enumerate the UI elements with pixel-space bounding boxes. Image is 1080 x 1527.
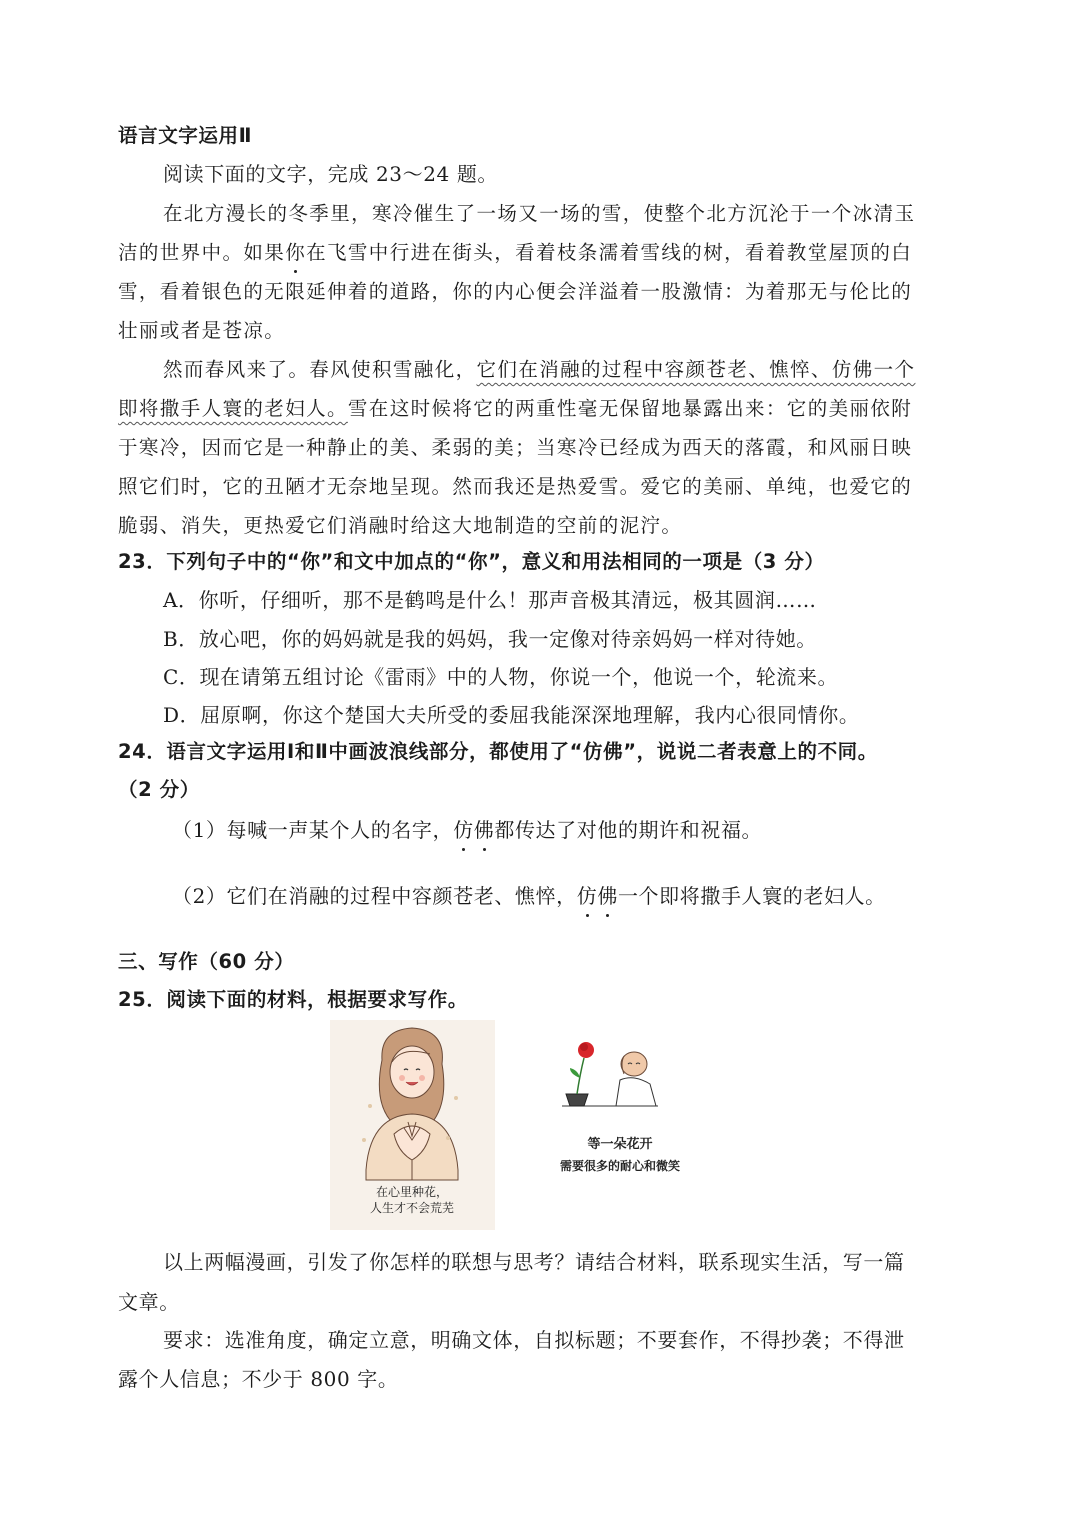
option-d: D．屈原啊，你这个楚国大夫所受的委屈我能深深地理解，我内心很同情你。 — [163, 703, 860, 727]
sentence-2 — [172, 882, 1017, 910]
sentence-1 — [172, 816, 1017, 844]
text-span: （2）它们在消融的过程中容颜苍老、憔悴， — [172, 884, 577, 908]
instruction: 阅读下面的文字，完成 23～24 题。 — [163, 162, 499, 186]
passage-line: 照它们时，它的丑陋才无奈地呈现。然而我还是热爱雪。爱它的美丽、单纯，也爱它的 — [118, 475, 913, 498]
writing-requirements-line: 露个人信息；不少于 800 字。 — [118, 1367, 399, 1391]
dotted-char: 仿 — [453, 818, 474, 842]
passage-line — [118, 239, 963, 267]
comic2-caption-1: 等一朵花开 — [587, 1137, 653, 1152]
dotted-char: 佛 — [473, 818, 495, 842]
question-23-stem: 23．下列句子中的“你”和文中加点的“你”，意义和用法相同的一项是（3 分） — [118, 550, 825, 573]
dotted-char-ni: 你 — [285, 241, 307, 264]
wavy-underline-text: 即将撒手人寰的老妇人。 — [118, 397, 348, 420]
passage-line — [118, 395, 963, 423]
text-span: 都传达了对他的期许和祝福。 — [494, 818, 763, 842]
writing-prompt-line: 文章。 — [118, 1290, 180, 1314]
comic1-caption-2: 人生才不会荒芜 — [369, 1201, 455, 1215]
comic-waiting-for-flower — [540, 1030, 700, 1180]
question-24-stem: 24．语言文字运用Ⅰ和Ⅱ中画波浪线部分，都使用了“仿佛”，说说二者表意上的不同。 — [118, 740, 878, 763]
text-span: 然而春风来了。春风使积雪融化， — [163, 358, 477, 381]
option-a: A．你听，仔细听，那不是鹤鸣是什么！那声音极其清远，极其圆润…… — [163, 588, 817, 612]
text-span: 在飞雪中行进在街头，看着枝条濡着雪线的树，看着教堂屋顶的白 — [306, 241, 913, 264]
passage-line — [163, 356, 1008, 384]
question-24-score: （2 分） — [118, 778, 200, 801]
dotted-char: 佛 — [597, 884, 618, 908]
option-b: B．放心吧，你的妈妈就是我的妈妈，我一定像对待亲妈妈一样对待她。 — [163, 627, 817, 651]
dotted-char: 仿 — [576, 884, 598, 908]
question-25-stem: 25．阅读下面的材料，根据要求写作。 — [118, 988, 468, 1011]
text-span: （1）每喊一声某个人的名字， — [172, 818, 454, 842]
passage-line: 脆弱、消失，更热爱它们消融时给这大地制造的空前的泥泞。 — [118, 514, 683, 537]
text-span: 一个即将撒手人寰的老妇人。 — [617, 884, 886, 908]
option-c: C．现在请第五组讨论《雷雨》中的人物，你说一个，他说一个，轮流来。 — [163, 665, 839, 689]
text-span: 洁的世界中。如果 — [118, 241, 286, 264]
comic2-caption-2: 需要很多的耐心和微笑 — [559, 1159, 681, 1173]
section-heading: 语言文字运用Ⅱ — [118, 124, 253, 147]
passage-line: 在北方漫长的冬季里，寒冷催生了一场又一场的雪，使整个北方沉沦于一个冰清玉 — [163, 202, 916, 225]
comic-girl-planting-flower — [330, 1020, 495, 1230]
text-span: 雪在这时候将它的两重性毫无保留地暴露出来：它的美丽依附 — [347, 397, 913, 420]
writing-prompt-line: 以上两幅漫画，引发了你怎样的联想与思考？请结合材料，联系现实生活，写一篇 — [163, 1250, 905, 1274]
passage-line: 雪，看着银色的无限延伸着的道路，你的内心便会洋溢着一股激情：为着那无与伦比的 — [118, 280, 913, 303]
comic1-caption-1: 在心里种花， — [375, 1185, 449, 1199]
passage-line: 壮丽或者是苍凉。 — [118, 319, 286, 342]
writing-requirements-line: 要求：选准角度，确定立意，明确文体，自拟标题；不要套作，不得抄袭；不得泄 — [163, 1328, 905, 1352]
wavy-underline-text: 它们在消融的过程中容颜苍老、憔悴、仿佛一个 — [476, 358, 916, 381]
section-3-heading: 三、写作（60 分） — [118, 950, 295, 973]
passage-line: 于寒冷，因而它是一种静止的美、柔弱的美；当寒冷已经成为西天的落霞，和风丽日映 — [118, 436, 913, 459]
